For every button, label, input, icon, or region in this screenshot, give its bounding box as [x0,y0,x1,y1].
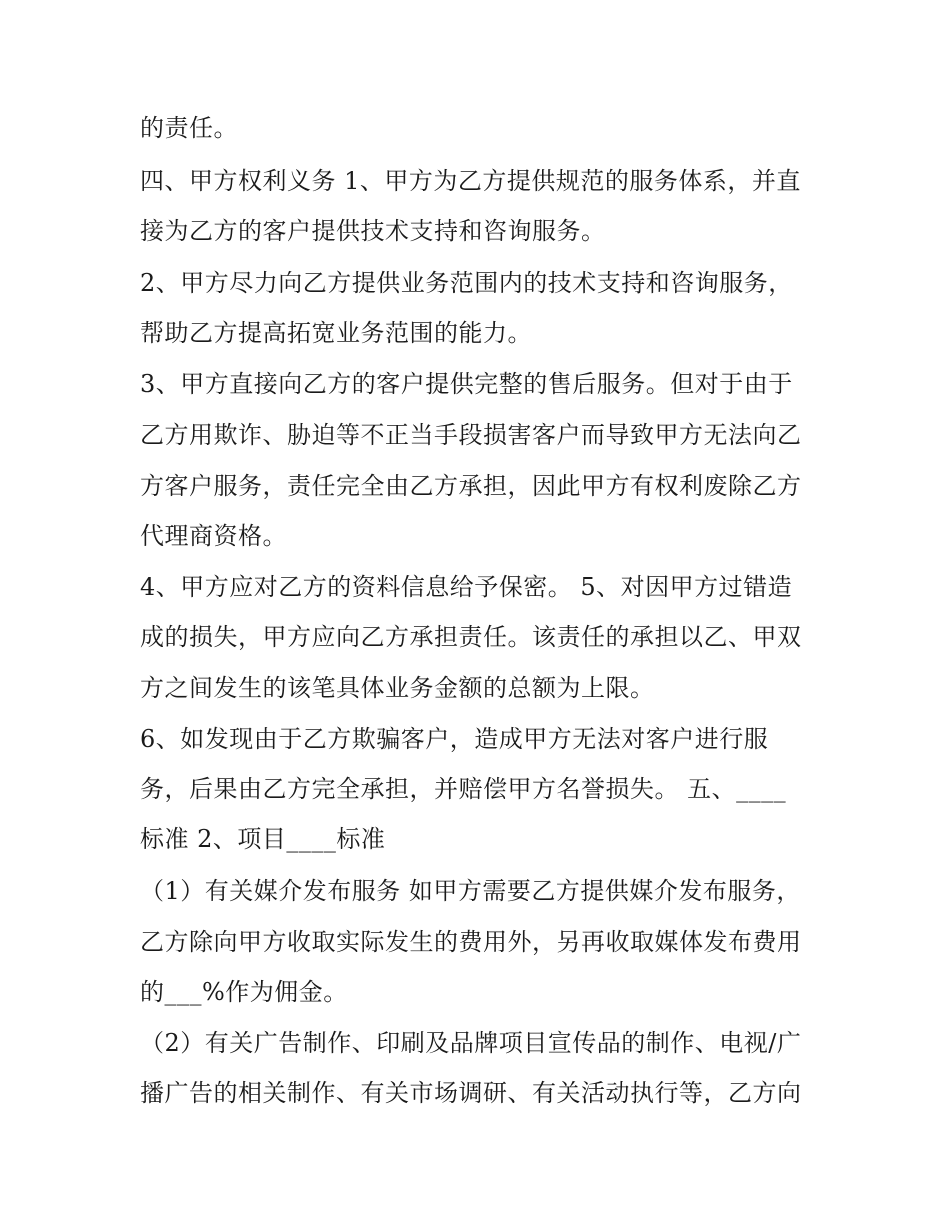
text-line: 接为乙方的客户提供技术支持和咨询服务。 [140,217,606,245]
text-line: 4、甲方应对乙方的资料信息给予保密。 5、对因甲方过错造 [140,573,793,601]
text-line: 3、甲方直接向乙方的客户提供完整的售后服务。但对于由于 [140,370,793,398]
text-line: 乙方用欺诈、胁迫等不正当手段损害客户而导致甲方无法向乙 [140,421,802,449]
text-line: 帮助乙方提高拓宽业务范围的能力。 [140,319,532,347]
text-line: 方客户服务，责任完全由乙方承担，因此甲方有权利废除乙方 [140,472,802,500]
text-line: 代理商资格。 [140,522,287,550]
text-line: 四、甲方权利义务 1、甲方为乙方提供规范的服务体系，并直 [140,167,801,195]
text-line: 6、如发现由于乙方欺骗客户，造成甲方无法对客户进行服 [140,725,769,753]
text-line: 的___%作为佣金。 [140,978,348,1006]
text-line: 播广告的相关制作、有关市场调研、有关活动执行等，乙方向 [140,1079,802,1107]
text-line: 2、甲方尽力向乙方提供业务范围内的技术支持和咨询服务， [140,269,793,297]
text-line: 乙方除向甲方收取实际发生的费用外，另再收取媒体发布费用 [140,928,802,956]
text-line: 方之间发生的该笔具体业务金额的总额为上限。 [140,674,655,702]
text-line: 的责任。 [140,114,238,142]
text-line: （2）有关广告制作、印刷及品牌项目宣传品的制作、电视/广 [140,1029,802,1057]
text-line: 标准 2、项目____标准 [140,825,386,853]
text-line: 务，后果由乙方完全承担，并赔偿甲方名誉损失。 五、____ [140,775,787,803]
text-line: （1）有关媒介发布服务 如甲方需要乙方提供媒介发布服务， [140,877,801,905]
text-line: 成的损失，甲方应向乙方承担责任。该责任的承担以乙、甲双 [140,623,802,651]
